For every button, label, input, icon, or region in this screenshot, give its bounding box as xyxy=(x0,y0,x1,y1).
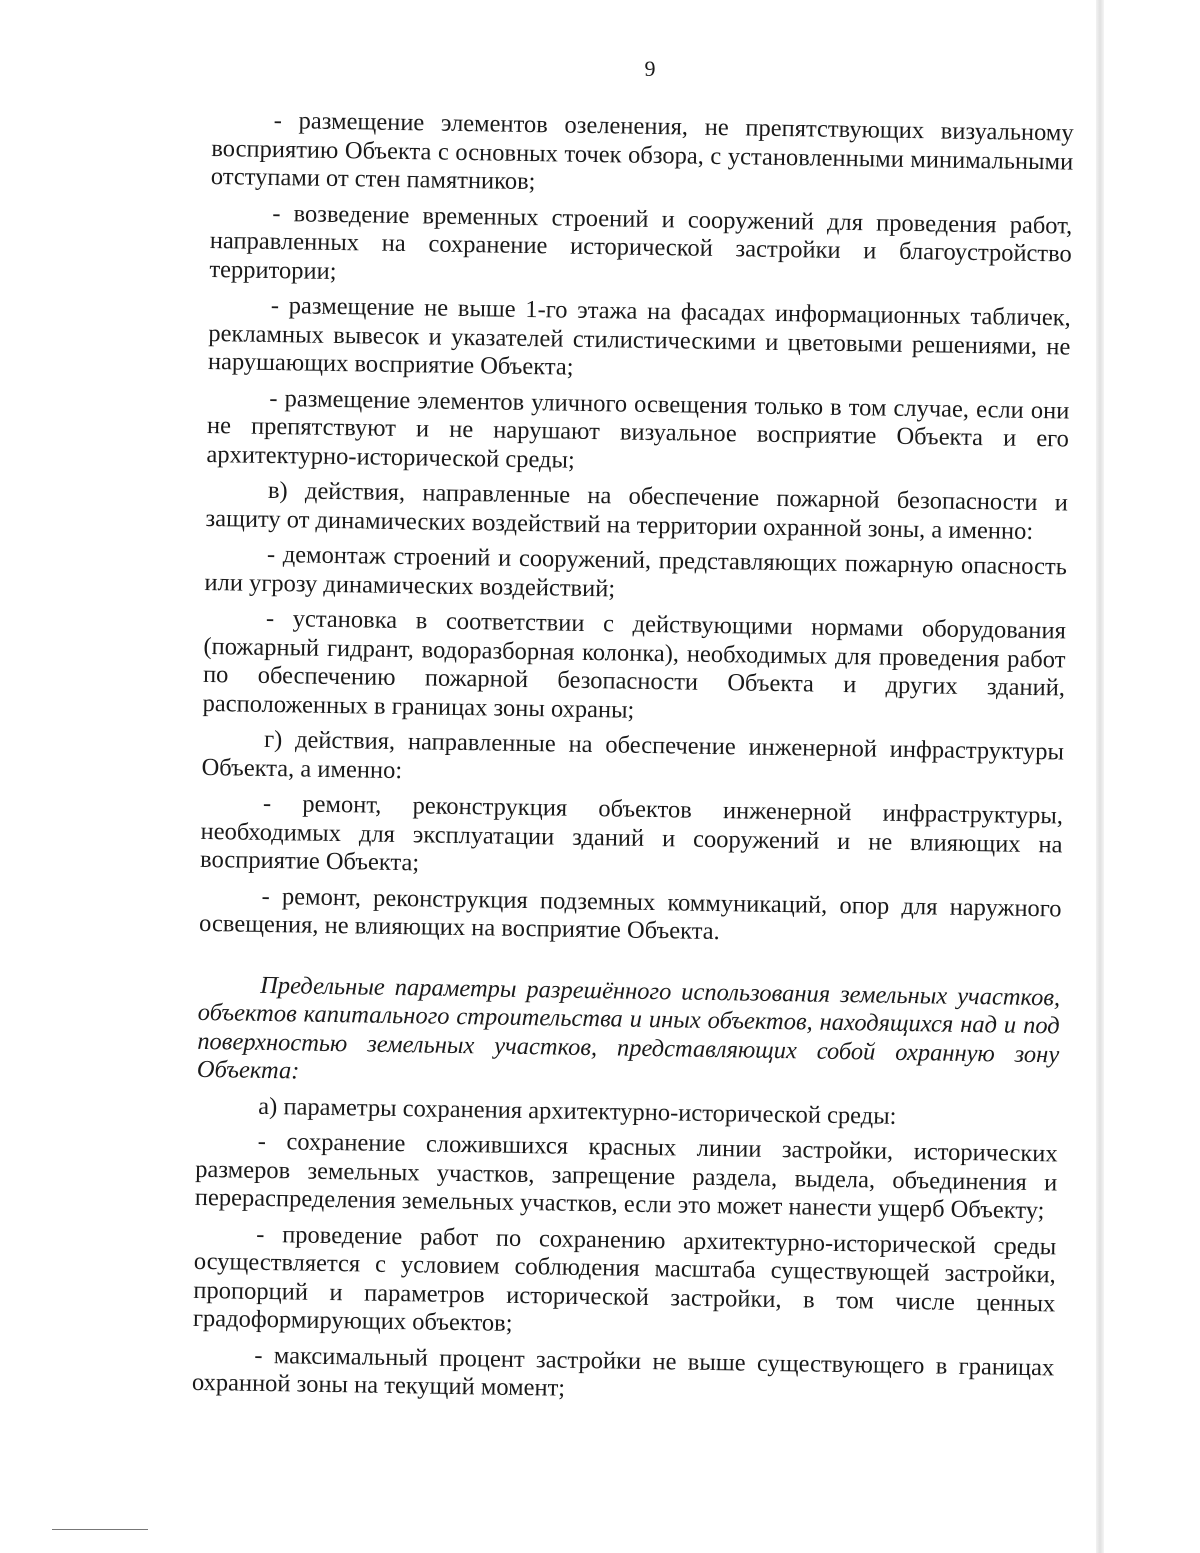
paragraph-preservation-parameters: а) параметры сохранения архитектурно-исторической среды: xyxy=(258,1092,897,1130)
paragraph-building-percentage: - максимальный процент застройки не выше существующего в границах охранной зоны на текущий момент; xyxy=(191,1341,1055,1402)
paragraph-temporary-structures: - возведение временных строений и сооружений для проведения работ, направленных на сохранение исторической застройки и благоустройство территории; xyxy=(209,199,1073,285)
section-heading-parameters: Предельные параметры разрешённого использования земельных участков, объектов капитального строительства и иных объектов, находящихся над и под поверхностью земельных участков, представляющих собой охранную зону Объекта: xyxy=(196,971,1061,1085)
paragraph-street-lighting: - размещение элементов уличного освещения только в том случае, если они не препятствуют и не нарушают визуальное восприятие Объекта и его архитектурно-исторической среды; xyxy=(206,384,1070,474)
paragraph-scale-preservation: - проведение работ по сохранению архитектурно-исторической среды осуществляется с условием соблюдения масштаба существующей застройки, пропорций и параметров исторической застройки, в том числе ценных градоформирующих объектов; xyxy=(192,1220,1057,1337)
paragraph-underground-repair: - ремонт, реконструкция подземных коммуникаций, опор для наружного освещения, не влияющих на восприятие Объекта. xyxy=(198,882,1062,946)
footnote-divider xyxy=(52,1529,148,1530)
body-text xyxy=(192,106,1074,1418)
paragraph-red-lines: - сохранение сложившихся красных линии застройки, исторических размеров земельных участков, запрещение раздела, выдела, объединения и перераспределения земельных участков, если это может нанести ущерб Объекту; xyxy=(194,1127,1058,1225)
paragraph-infrastructure-repair: - ремонт, реконструкция объектов инженерной инфраструктуры, необходимых для эксплуатации зданий и сооружений и не влияющих на восприятие Объекта; xyxy=(199,789,1064,877)
page-number: 9 xyxy=(644,56,656,81)
paragraph-demolition: - демонтаж строений и сооружений, представляющих пожарную опасность или угрозу динамических воздействий; xyxy=(204,540,1068,602)
paragraph-signage: - размещение не выше 1-го этажа на фасадах информационных табличек, рекламных вывесок и указателей стилистическими и цветовыми решениями, не нарушающих восприятие Объекта; xyxy=(207,291,1071,381)
scan-shadow-edge xyxy=(1096,0,1104,1553)
paragraph-greenery: - размещение элементов озеленения, не препятствующих визуальному восприятию Объекта с основных точек обзора, с установленными минимальными отступами от стен памятников; xyxy=(210,106,1074,196)
paragraph-infrastructure-heading: г) действия, направленные на обеспечение инженерной инфраструктуры Объекта, а именно: xyxy=(201,725,1065,784)
paragraph-equipment-installation: - установка в соответствии с действующими нормами оборудования (пожарный гидрант, водоразборная колонка), необходимых для проведения работ по обеспечению пожарной безопасности Объекта и других зданий, расположенных в границах зоны охраны; xyxy=(202,604,1067,724)
paragraph-fire-safety-heading: в) действия, направленные на обеспечение пожарной безопасности и защиту от динамических воздействий на территории охранной зоны, а именно: xyxy=(205,476,1069,545)
